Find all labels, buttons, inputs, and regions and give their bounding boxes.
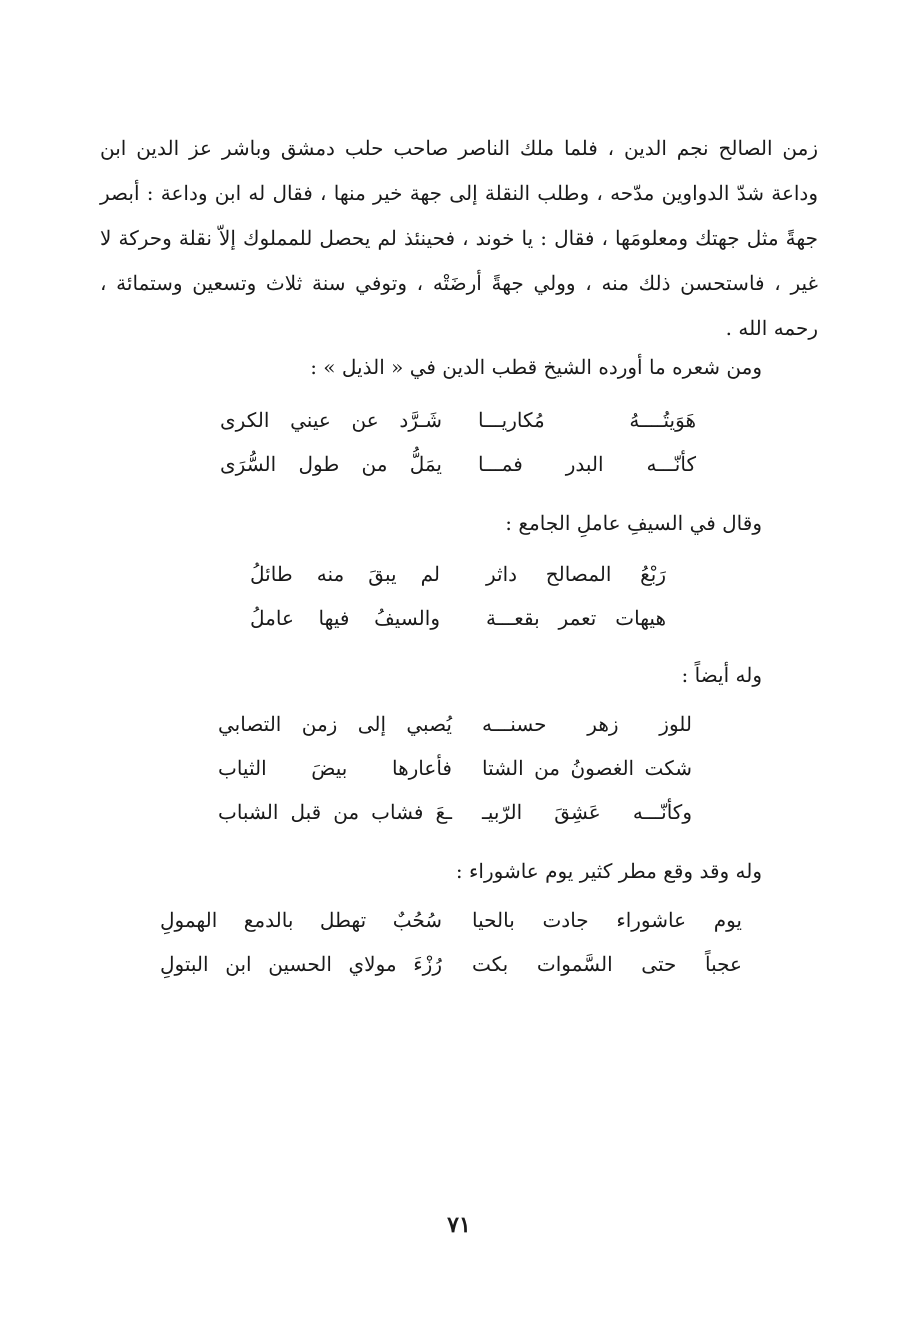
verse — [218, 790, 692, 834]
verse — [220, 398, 696, 442]
verse — [220, 442, 696, 486]
second-hemistich: والسيفُ فيها عاملُ — [250, 606, 440, 630]
page-number: ٧١ — [447, 1212, 471, 1238]
second-hemistich: يُصبي إلى زمن التصابي — [218, 712, 452, 736]
poem — [218, 702, 692, 834]
verse — [160, 898, 742, 942]
section-intro: وله أيضاً : — [681, 663, 762, 687]
first-hemistich: هَوَيتُــــهُ مُكاريـــا — [478, 408, 696, 432]
first-hemistich: شكت الغصونُ من الشتا — [482, 756, 692, 780]
second-hemistich: يمَلُّ من طول السُّرَى — [220, 452, 442, 476]
second-hemistich: لم يبقَ منه طائلُ — [250, 562, 440, 586]
second-hemistich: ـعَ فشاب من قبل الشباب — [218, 800, 452, 824]
verse — [160, 942, 742, 986]
section-intro: وله وقد وقع مطر كثير يوم عاشوراء : — [455, 859, 762, 883]
section-intro: وقال في السيفِ عاملِ الجامع : — [505, 511, 762, 535]
poem — [160, 898, 742, 986]
verse — [250, 596, 666, 640]
poem — [250, 552, 666, 640]
second-hemistich: رُزْءَ مولاي الحسين ابن البتولِ — [160, 952, 442, 976]
second-hemistich: سُحُبٌ تهطل بالدمع الهمولِ — [160, 908, 442, 932]
second-hemistich: شَـرَّد عن عيني الكرى — [220, 408, 442, 432]
first-hemistich: يوم عاشوراء جادت بالحيا — [472, 908, 742, 932]
second-hemistich: فأعارها بيضَ الثياب — [218, 756, 452, 780]
poem — [220, 398, 696, 486]
verse — [250, 552, 666, 596]
first-hemistich: للوز زهر حسنـــه — [482, 712, 692, 736]
verse — [218, 702, 692, 746]
prose-paragraph: زمن الصالح نجم الدين ، فلما ملك الناصر صاحب حلب دمشق وباشر عز الدين ابن وداعة شدّ الدواوين مدّحه ، وطلب النقلة إلى جهة خير منها ، فقال له ابن وداعة : أبصر جهةً مثل جهتك ومعلومَها ، فقال : يا خوند ، فحينئذ لم يحصل للمملوك إلاّ نقلة وحركة لا غير ، فاستحسن ذلك منه ، وولي جهةً أرضَتْه ، وتوفي سنة ثلاث وتسعين وستمائة ، رحمه الله . — [100, 136, 818, 340]
first-hemistich: كأنّـــه البدر فمـــا — [478, 452, 696, 476]
first-hemistich: هيهات تعمر بقعـــة — [486, 606, 666, 630]
first-hemistich: رَبْعُ المصالح داثر — [486, 562, 666, 586]
first-hemistich: عجباً حتى السَّموات بكت — [472, 952, 742, 976]
first-hemistich: وكأنّـــه عَشِقَ الرّبيـ — [482, 800, 692, 824]
section-intro: ومن شعره ما أورده الشيخ قطب الدين في « الذيل » : — [310, 355, 762, 379]
verse — [218, 746, 692, 790]
prose-block — [100, 126, 818, 351]
